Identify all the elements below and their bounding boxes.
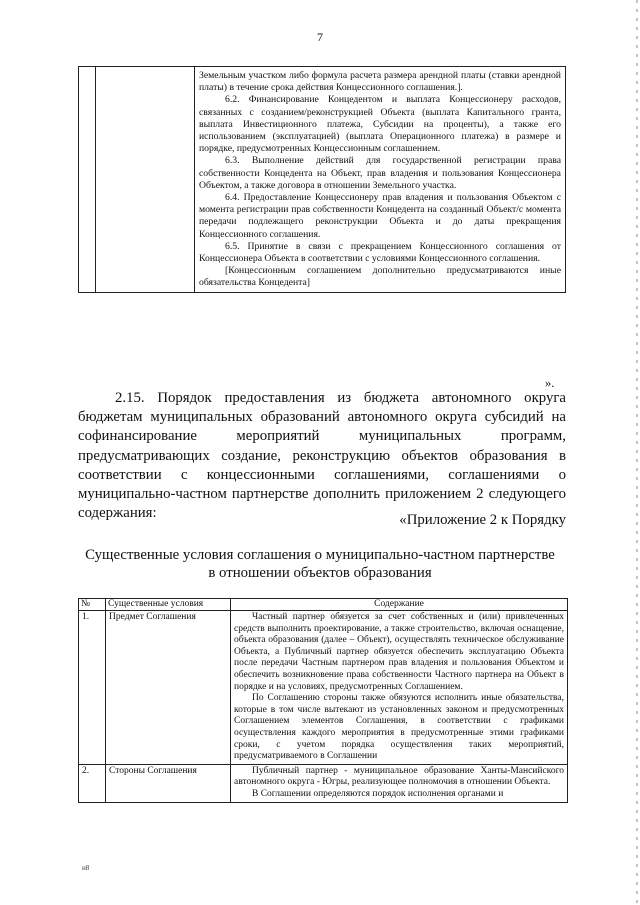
row-condition: Стороны Соглашения xyxy=(106,764,231,802)
obligation-paragraph: 6.2. Финансирование Концедентом и выплата Концессионеру расходов, связанных с созданием/реконструкцией Объекта (выплата Капитального гранта, выплата Инвестиционного платежа, Субсидии на проценты), а также его использованием (эксплуатацией) (выплата Операционного платежа) в размере и порядке, предусмотренных Концессионным соглашением. xyxy=(199,94,561,155)
obligation-paragraph: 6.3. Выполнение действий для государственной регистрации права собственности Концедента на Объект, прав владения и пользования Концессионера Объектом, а также договора в отношении Земельного участка. xyxy=(199,155,561,191)
obligation-paragraph: 6.5. Принятие в связи с прекращением Концессионного соглашения от Концессионера Объекта в соответствии с условиями Концессионного соглашения. xyxy=(199,240,561,265)
header-number: № xyxy=(79,599,106,611)
content-paragraph: В Соглашении определяются порядок исполнения органами и xyxy=(252,788,504,799)
amendment-paragraph: 2.15. Порядок предоставления из бюджета автономного округа бюджетам муниципальных образований автономного округа субсидий на софинансирование мероприятий муниципальных программ, предусматривающих создание, реконструкцию объектов образования в соответствии с концессионными соглашениями, соглашениями о муниципально-частном партнерстве дополнить приложением 2 следующего содержания: xyxy=(78,390,566,522)
obligation-paragraph: [Концессионным соглашением дополнительно предусматриваются иные обязательства Концедента] xyxy=(199,265,561,289)
table-row xyxy=(79,764,568,802)
closing-quote: ». xyxy=(545,376,555,390)
empty-condition-cell xyxy=(96,67,195,293)
annex-label: «Приложение 2 к Порядку xyxy=(399,512,566,528)
obligations-content-cell xyxy=(195,67,566,293)
content-paragraph: По Соглашению стороны также обязуются исполнить иные обязательства, которые в том числе вытекают из установленных законом и предусмотренных Соглашением элементов Соглашения, в соответствии с графиками осуществления каждого мероприятия в предусмотренные этими графиками сроки, с учетом порядка осуществления таких мероприятий, предусматриваемого в Соглашении xyxy=(234,693,564,762)
annex-heading-line: Существенные условия соглашения о муниципально-частном партнерстве xyxy=(85,547,555,563)
row-condition: Предмет Соглашения xyxy=(106,611,231,765)
header-condition: Существенные условия xyxy=(106,599,231,611)
header-content: Содержание xyxy=(231,599,568,611)
row-content xyxy=(231,764,568,802)
annex-heading xyxy=(60,546,580,582)
annex-heading-line: в отношении объектов образования xyxy=(208,565,432,581)
row-number: 1. xyxy=(79,611,106,765)
content-paragraph: Частный партнер обязуется за счет собственных и (или) привлеченных средств выполнить проектирование, а также строительство, включая оснащение, объекта образования (далее – Объект), осуществлять техническое обслуживание Объекта, а Публичный партнер обязуется обеспечить эксплуатацию Объекта после передачи Частным партнером прав владения и пользования Объектом и обеспечить возникновение права собственности Частного партнера на Объект в порядке и на условиях, предусмотренных Соглашением. xyxy=(234,612,564,692)
obligation-paragraph: 6.4. Предоставление Концессионеру прав владения и пользования Объектом с момента регистрации прав собственности Концедента на созданный Объект/с момента передачи подлежащего реконструкции Объекта и до даты прекращения Концессионного соглашения. xyxy=(199,192,561,240)
content-paragraph: Публичный партнер - муниципальное образование Ханты-Мансийского автономного округа - Югры, реализующее полномочия в отношении Объекта. xyxy=(234,765,564,788)
essential-terms-table xyxy=(78,598,568,803)
row-number: 2. xyxy=(79,764,106,802)
row-content xyxy=(231,611,568,765)
footer-mark: н8 xyxy=(82,864,90,872)
table-header-row xyxy=(79,599,568,611)
page-number: 7 xyxy=(317,30,323,44)
empty-number-cell xyxy=(79,67,96,293)
obligation-paragraph: Земельным участком либо формула расчета размера арендной платы (ставки арендной платы) в течение срока действия Концессионного соглашения.]. xyxy=(199,70,561,94)
obligations-table-continued xyxy=(78,66,566,293)
scan-edge-marks xyxy=(636,0,638,905)
table-row xyxy=(79,611,568,765)
